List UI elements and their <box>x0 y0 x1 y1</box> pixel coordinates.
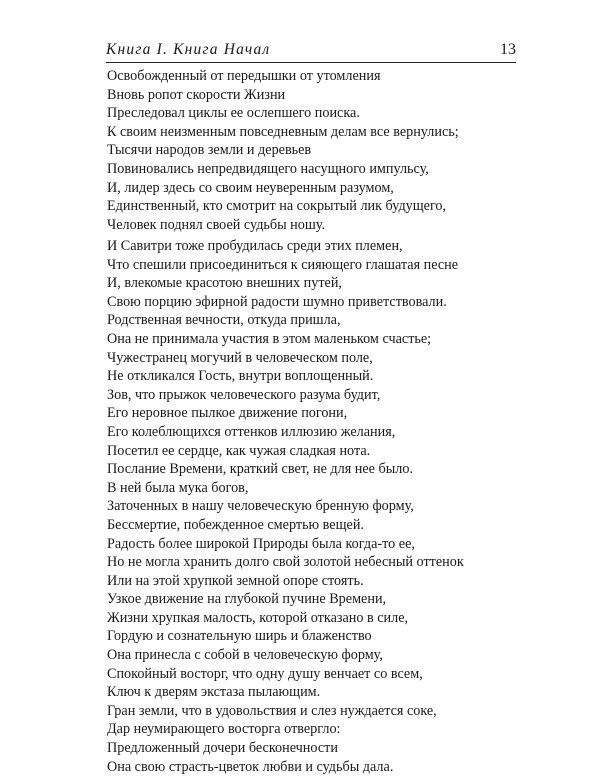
verse-line: Спокойный восторг, что одну душу венчает со всем, <box>107 665 423 682</box>
verse-line: Не откликался Гость, внутри воплощенный. <box>107 368 374 385</box>
stanza-2 <box>107 237 464 776</box>
verse-line: В ней была мука богов, <box>107 479 249 496</box>
verse-line: Человек поднял своей судьбы ношу. <box>107 216 326 233</box>
verse-line: Освобожденный от передышки от утомления <box>107 68 381 84</box>
verse-line: Или на этой хрупкой земной опоре стоять. <box>107 572 364 589</box>
verse-line: Чужестранец могучий в человеческом поле, <box>107 349 373 366</box>
verse-line: Его колеблющихся оттенков иллюзию желания, <box>107 423 396 440</box>
verse-line: Дар неумирающего восторга отвергло: <box>107 721 341 738</box>
verse-line: Свою порцию эфирной радости шумно приветствовали. <box>107 293 447 310</box>
verse-line: Зов, что прыжок человеческого разума будит, <box>107 386 381 403</box>
verse-line: И, влекомые красотою внешних путей, <box>107 275 342 292</box>
verse-line: Жизни хрупкая малость, которой отказано в силе, <box>107 609 409 626</box>
verse-line: И Савитри тоже пробудилась среди этих племен, <box>107 238 403 254</box>
verse-line: Единственный, кто смотрит на сокрытый лик будущего, <box>107 198 447 215</box>
verse-line: Она не принимала участия в этом маленьком счастье; <box>107 330 432 347</box>
verse-line: Она свою страсть-цветок любви и судьбы дала. <box>107 758 394 775</box>
verse-line: Послание Времени, краткий свет, не для нее было. <box>107 461 413 478</box>
verse-line: Ключ к дверям экстаза пылающим. <box>107 684 321 701</box>
header-divider <box>106 62 516 63</box>
stanza-1 <box>107 67 459 234</box>
verse-line: Гордую и сознательную ширь и блаженство <box>107 628 372 645</box>
verse-line: Она принесла с собой в человеческую форму, <box>107 647 383 664</box>
verse-line: Тысячи народов земли и деревьев <box>107 142 312 159</box>
page-number: 13 <box>500 41 516 58</box>
verse-line: Но не могла хранить долго свой золотой небесный оттенок <box>107 554 464 571</box>
verse-line: Его неровное пылкое движение погони, <box>107 405 348 422</box>
verse-line: Предложенный дочери бесконечности <box>107 740 338 757</box>
verse-line: Вновь ропот скорости Жизни <box>107 86 286 103</box>
verse-line: К своим неизменным повседневным делам все вернулись; <box>107 123 459 140</box>
verse-line: Заточенных в нашу человеческую бренную форму, <box>107 498 414 515</box>
verse-line: Бессмертие, побежденное смертью вещей. <box>107 516 364 533</box>
verse-line: Родственная вечности, откуда пришла, <box>107 312 341 329</box>
verse-line: И, лидер здесь со своим неуверенным разумом, <box>107 179 394 196</box>
running-header <box>106 40 516 62</box>
verse-line: Посетил ее сердце, как чужая сладкая нота. <box>107 442 371 459</box>
running-header-title: Книга I. Книга Начал <box>106 41 271 58</box>
verse-line: Что спешили присоединиться к сияющего глашатая песне <box>107 256 459 273</box>
verse-line: Радость более широкой Природы была когда-то ее, <box>107 535 415 552</box>
verse-line: Преследовал циклы ее ослепшего поиска. <box>107 105 360 122</box>
verse-line: Гран земли, что в удовольствия и слез нуждается соке, <box>107 702 437 719</box>
verse-line: Повиновались непредвидящего насущного импульсу, <box>107 160 429 177</box>
verse-line: Узкое движение на глубокой пучине Времени, <box>107 591 387 608</box>
